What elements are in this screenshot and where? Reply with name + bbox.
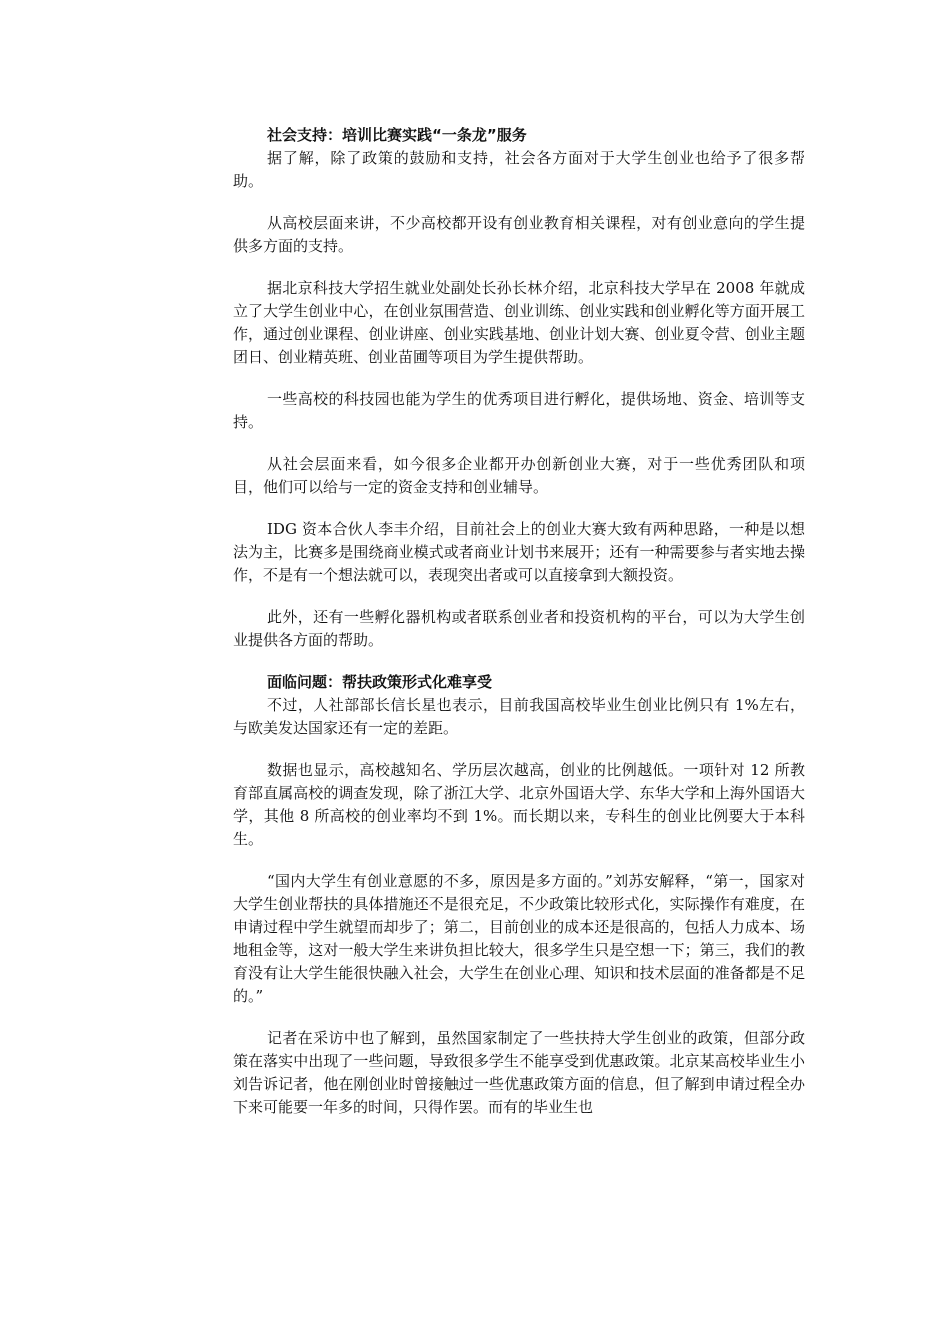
- paragraph: 从社会层面来看，如今很多企业都开办创新创业大赛，对于一些优秀团队和项目，他们可以给与一定的资金支持和创业辅导。: [233, 455, 805, 496]
- paragraph: 不过，人社部部长信长星也表示，目前我国高校毕业生创业比例只有 1%左右，与欧美发达国家还有一定的差距。: [233, 696, 805, 737]
- paragraph: 据了解，除了政策的鼓励和支持，社会各方面对于大学生创业也给予了很多帮助。: [233, 149, 805, 190]
- paragraph: IDG 资本合伙人李丰介绍，目前社会上的创业大赛大致有两种思路，一种是以想法为主，比赛多是围绕商业模式或者商业计划书来展开；还有一种需要参与者实地去操作，不是有一个想法就可以，表现突出者或可以直接拿到大额投资。: [233, 520, 805, 584]
- section-heading-problems: 面临问题：帮扶政策形式化难享受: [267, 673, 493, 691]
- paragraph: 一些高校的科技园也能为学生的优秀项目进行孵化，提供场地、资金、培训等支持。: [233, 390, 805, 431]
- paragraph: 据北京科技大学招生就业处副处长孙长林介绍，北京科技大学早在 2008 年就成立了大学生创业中心，在创业氛围营造、创业训练、创业实践和创业孵化等方面开展工作，通过创业课程、创业讲座、创业实践基地、创业计划大赛、创业夏令营、创业主题团日、创业精英班、创业苗圃等项目为学生提供帮助。: [233, 279, 805, 366]
- paragraph: 从高校层面来讲，不少高校都开设有创业教育相关课程，对有创业意向的学生提供多方面的支持。: [233, 214, 805, 255]
- section-heading-social-support: 社会支持：培训比赛实践“一条龙”服务: [267, 126, 527, 144]
- paragraph: 记者在采访中也了解到，虽然国家制定了一些扶持大学生创业的政策，但部分政策在落实中出现了一些问题，导致很多学生不能享受到优惠政策。北京某高校毕业生小刘告诉记者，他在刚创业时曾接触过一些优惠政策方面的信息，但了解到申请过程全办下来可能要一年多的时间，只得作罢。而有的毕业生也: [233, 1029, 805, 1116]
- paragraph: “国内大学生有创业意愿的不多，原因是多方面的。”刘苏安解释，“第一，国家对大学生创业帮扶的具体措施还不是很充足，不少政策比较形式化，实际操作有难度，在申请过程中学生就望而却步了；第二，目前创业的成本还是很高的，包括人力成本、场地租金等，这对一般大学生来讲负担比较大，很多学生只是空想一下；第三，我们的教育没有让大学生能很快融入社会，大学生在创业心理、知识和技术层面的准备都是不足的。”: [233, 872, 805, 1005]
- paragraph: 数据也显示，高校越知名、学历层次越高，创业的比例越低。一项针对 12 所教育部直属高校的调查发现，除了浙江大学、北京外国语大学、东华大学和上海外国语大学，其他 8 所高校的创业率均不到 1%。而长期以来，专科生的创业比例要大于本科生。: [233, 761, 805, 848]
- document-page: [233, 124, 805, 1138]
- paragraph: 此外，还有一些孵化器机构或者联系创业者和投资机构的平台，可以为大学生创业提供各方面的帮助。: [233, 608, 805, 649]
